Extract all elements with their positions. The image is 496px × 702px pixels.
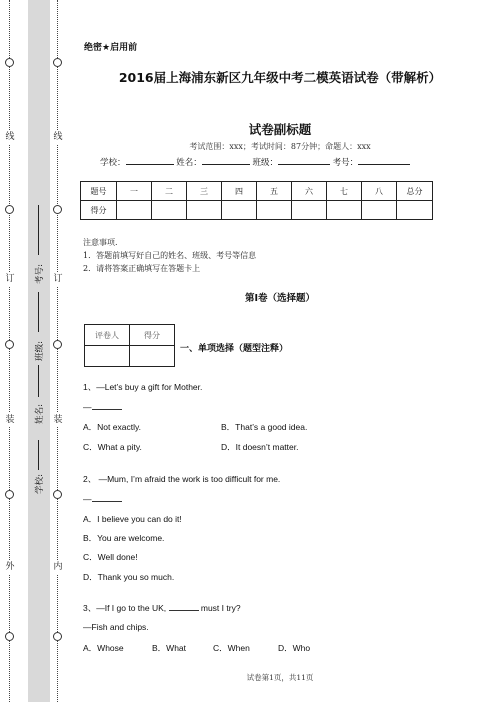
- question-1-option-c[interactable]: C．What a pity.: [83, 442, 142, 452]
- circle-mark: [53, 340, 62, 349]
- exam-info: 考试范围：xxx；考试时间：87分钟；命题人：xxx: [189, 142, 371, 151]
- part-title: 第I卷（选择题）: [244, 293, 316, 304]
- exam-title: 2016届上海浦东新区九年级中考二模英语试卷（带解析）: [118, 70, 442, 85]
- exam-subtitle: 试卷副标题: [248, 122, 312, 137]
- page-footer: 试卷第1页，共11页: [246, 673, 314, 682]
- score-table: [80, 181, 433, 220]
- score-table-row: [81, 201, 433, 220]
- answer-blank[interactable]: [169, 602, 199, 611]
- question-3-option-c[interactable]: C．When: [213, 643, 250, 653]
- circle-mark: [5, 340, 14, 349]
- answer-blank[interactable]: [92, 493, 122, 502]
- question-3-option-d[interactable]: D．Who: [278, 643, 311, 653]
- school-field-label: 学校：: [100, 158, 126, 168]
- student-info-band: [28, 0, 50, 702]
- grader-cell[interactable]: [85, 346, 130, 367]
- score-header-cell: 总分: [397, 182, 433, 201]
- circle-mark: [5, 58, 14, 67]
- question-1-stem: 1、—Let’s buy a gift for Mother.: [83, 382, 203, 392]
- exam-no-label: 考号:: [35, 264, 45, 284]
- score-header-cell: 六: [292, 182, 327, 201]
- binding-margin: [0, 0, 66, 702]
- question-3-option-a[interactable]: A．Whose: [83, 643, 124, 653]
- exam-page: [80, 0, 480, 702]
- confidential-tag: 绝密★启用前: [84, 43, 138, 53]
- class-field[interactable]: [278, 156, 330, 165]
- circle-mark: [53, 205, 62, 214]
- score-header-cell: 五: [257, 182, 292, 201]
- question-1-option-d[interactable]: D．It doesn’t matter.: [221, 442, 299, 452]
- score-header-cell: 一: [117, 182, 152, 201]
- score-cell[interactable]: [222, 201, 257, 220]
- student-fields: [100, 156, 410, 168]
- score-cell[interactable]: [292, 201, 327, 220]
- inner-mark: 线: [53, 132, 63, 142]
- school-label: 学校:: [35, 474, 45, 494]
- score-cell[interactable]: [257, 201, 292, 220]
- outer-seal-line: [4, 0, 16, 702]
- question-2-option-b[interactable]: B．You are welcome.: [83, 533, 165, 543]
- score-cell[interactable]: [397, 201, 433, 220]
- grader-score-label: 得分: [130, 325, 175, 346]
- score-cell[interactable]: [152, 201, 187, 220]
- score-header-cell: 八: [362, 182, 397, 201]
- exam-no-blank: [38, 205, 39, 255]
- question-2-answer-line: —: [83, 493, 122, 504]
- question-3-stem: 3、—If I go to the UK, must I try?: [83, 603, 241, 613]
- inner-mark: 装: [53, 415, 63, 425]
- outer-mark: 线: [5, 132, 15, 142]
- class-blank: [38, 292, 39, 332]
- section-title: 一、单项选择（题型注释）: [180, 344, 289, 354]
- score-header-cell: 七: [327, 182, 362, 201]
- score-header-cell: 四: [222, 182, 257, 201]
- outer-mark: 外: [5, 562, 15, 572]
- score-table-header: [81, 182, 433, 201]
- question-3-reply: —Fish and chips.: [83, 622, 149, 632]
- question-2-option-c[interactable]: C．Well done!: [83, 552, 138, 562]
- inner-seal-line: [52, 0, 64, 702]
- question-1-option-a[interactable]: A．Not exactly.: [83, 422, 141, 432]
- score-header-cell: 题号: [81, 182, 117, 201]
- question-3-option-b[interactable]: B．What: [152, 643, 187, 653]
- circle-mark: [53, 58, 62, 67]
- outer-mark: 订: [5, 274, 15, 284]
- score-header-cell: 三: [187, 182, 222, 201]
- circle-mark: [5, 490, 14, 499]
- score-cell[interactable]: [362, 201, 397, 220]
- circle-mark: [53, 632, 62, 641]
- score-row-label: 得分: [81, 201, 117, 220]
- score-cell[interactable]: [327, 201, 362, 220]
- name-field[interactable]: [202, 156, 250, 165]
- inner-mark: 内: [53, 562, 63, 572]
- note-item: 1．答题前填写好自己的姓名、班级、考号等信息: [83, 251, 257, 260]
- name-field-label: 姓名：: [176, 158, 202, 168]
- score-header-cell: 二: [152, 182, 187, 201]
- class-field-label: 班级：: [252, 158, 278, 168]
- score-cell[interactable]: [117, 201, 152, 220]
- grader-score-cell[interactable]: [130, 346, 175, 367]
- score-cell[interactable]: [187, 201, 222, 220]
- question-2-stem: 2、 —Mum, I’m afraid the work is too difficult for me.: [83, 474, 281, 484]
- question-1-option-b[interactable]: B．That’s a good idea.: [221, 422, 308, 432]
- notes-heading: 注意事项.: [83, 238, 118, 247]
- name-blank: [38, 365, 39, 397]
- grader-table: [84, 324, 175, 367]
- circle-mark: [53, 490, 62, 499]
- inner-mark: 订: [53, 274, 63, 284]
- school-field[interactable]: [126, 156, 174, 165]
- note-item: 2．请将答案正确填写在答题卡上: [83, 264, 201, 273]
- question-1-answer-line: —: [83, 401, 122, 412]
- school-blank: [38, 440, 39, 470]
- question-2-option-a[interactable]: A．I believe you can do it!: [83, 514, 182, 524]
- exam-no-field-label: 考号：: [332, 158, 359, 168]
- question-2-option-d[interactable]: D．Thank you so much.: [83, 572, 175, 582]
- exam-no-field[interactable]: [358, 156, 410, 165]
- name-label: 姓名:: [35, 404, 45, 424]
- circle-mark: [5, 632, 14, 641]
- outer-mark: 装: [5, 415, 15, 425]
- notes: [83, 236, 256, 275]
- grader-label: 评卷人: [85, 325, 130, 346]
- circle-mark: [5, 205, 14, 214]
- class-label: 班级:: [35, 341, 45, 361]
- answer-blank[interactable]: [92, 401, 122, 410]
